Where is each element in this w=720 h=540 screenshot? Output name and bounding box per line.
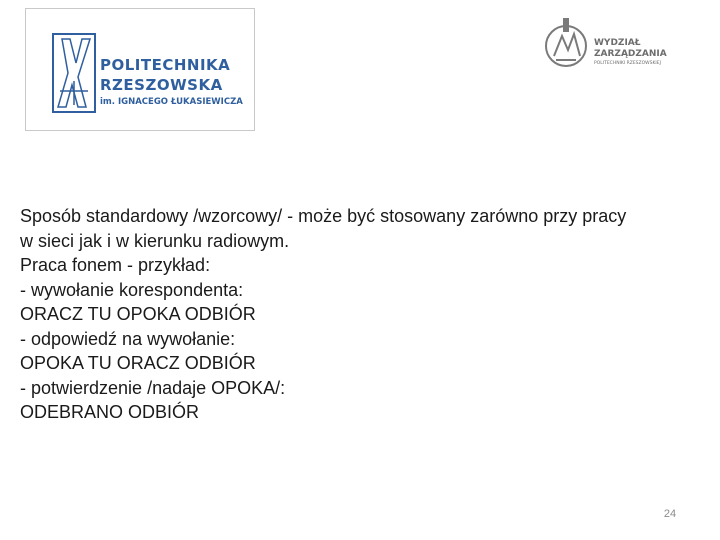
slide-body-text bbox=[20, 204, 710, 425]
faculty-name-line3: POLITECHNIKI RZESZOWSKIEJ bbox=[594, 61, 661, 66]
body-line: - potwierdzenie /nadaje OPOKA/: bbox=[20, 377, 286, 398]
faculty-name-line2: ZARZĄDZANIA bbox=[594, 49, 667, 59]
body-line: Sposób standardowy /wzorcowy/ - może być stosowany zarówno przy pracy bbox=[20, 206, 627, 226]
university-name-line3: im. IGNACEGO ŁUKASIEWICZA bbox=[100, 97, 243, 107]
body-line: OPOKA TU ORACZ ODBIÓR bbox=[20, 353, 256, 373]
faculty-name bbox=[594, 38, 667, 67]
university-emblem-icon bbox=[52, 33, 96, 113]
body-line: ORACZ TU OPOKA ODBIÓR bbox=[20, 304, 256, 324]
body-line: ODEBRANO ODBIÓR bbox=[20, 402, 200, 422]
faculty-logo bbox=[544, 16, 684, 76]
body-line: - wywołanie korespondenta: bbox=[20, 279, 244, 300]
body-line: w sieci jak i w kierunku radiowym. bbox=[20, 230, 290, 251]
university-name bbox=[100, 55, 243, 109]
body-line: - odpowiedź na wywołanie: bbox=[20, 328, 236, 349]
university-logo bbox=[25, 8, 255, 131]
body-line: Praca fonem - przykład: bbox=[20, 255, 211, 275]
university-name-line2: RZESZOWSKA bbox=[100, 76, 223, 94]
slide-number: 24 bbox=[663, 508, 677, 520]
faculty-name-line1: WYDZIAŁ bbox=[594, 38, 641, 48]
faculty-emblem-icon bbox=[544, 16, 592, 74]
university-name-line1: POLITECHNIKA bbox=[100, 56, 231, 74]
